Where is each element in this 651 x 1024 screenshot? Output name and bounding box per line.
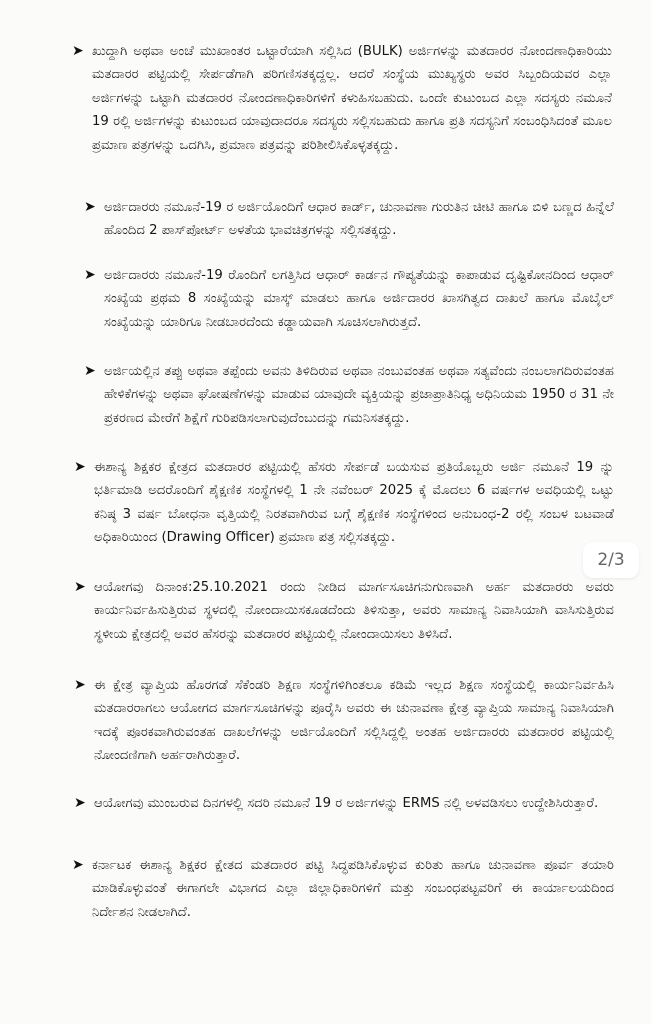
list-item bbox=[72, 854, 614, 924]
list-item bbox=[74, 792, 614, 815]
bullet-text: ಖುದ್ದಾಗಿ ಅಥವಾ ಅಂಚೆ ಮುಖಾಂತರ ಒಟ್ಟಾರೆಯಾಗಿ ಸಲ್ಲಿಸಿದ (BULK) ಅರ್ಜಿಗಳನ್ನು ಮತದಾರರ ನೋಂದಣಾಧಿಕಾರಿಯು ಮತದಾರರ ಪಟ್ಟಿಯಲ್ಲಿ ಸೇರ್ಪಡೆಗಾಗಿ ಪರಿಗಣಿಸತಕ್ಕದ್ದಲ್ಲ. ಆದರೆ ಸಂಸ್ಥೆಯ ಮುಖ್ಯಸ್ಥರು ಅವರ ಸಿಬ್ಬಂದಿಯವರ ಎಲ್ಲಾ ಅರ್ಜಿಗಳನ್ನು ಒಟ್ಟಾಗಿ ಮತದಾರರ ನೋಂದಣಾಧಿಕಾರಿಗಳಿಗೆ ಕಳುಹಿಸಬಹುದು. ಒಂದೇ ಕುಟುಂಬದ ಎಲ್ಲಾ ಸದಸ್ಯರು ನಮೂನೆ 19 ರಲ್ಲಿ ಅರ್ಜಿಗಳನ್ನು ಕುಟುಂಬದ ಯಾವುದಾದರೂ ಸದಸ್ಯರು ಸಲ್ಲಿಸಬಹುದು ಹಾಗೂ ಪ್ರತಿ ಸದಸ್ಯನಿಗೆ ಸಂಬಂಧಿಸಿದಂತೆ ಮೂಲ ಪ್ರಮಾಣ ಪತ್ರಗಳನ್ನು ಒದಗಿಸಿ, ಪ್ರಮಾಣ ಪತ್ರವನ್ನು ಪರಿಶೀಲಿಸಿಕೊಳ್ಳತಕ್ಕದ್ದು. bbox=[92, 44, 612, 153]
list-item bbox=[74, 576, 614, 646]
arrow-bullet-icon: ➤ bbox=[74, 677, 86, 693]
list-item bbox=[84, 264, 614, 334]
arrow-bullet-icon: ➤ bbox=[74, 459, 86, 475]
arrow-bullet-icon: ➤ bbox=[72, 43, 84, 59]
bullet-text: ಅರ್ಜಿಯಲ್ಲಿನ ತಪ್ಪು ಅಥವಾ ತಪ್ಪೆಂದು ಅವನು ತಿಳಿದಿರುವ ಅಥವಾ ನಂಬುವಂತಹ ಅಥವಾ ಸತ್ಯವೆಂದು ನಂಬಲಾಗದಿರುವಂತಹ ಹೇಳಿಕೆಗಳನ್ನು ಅಥವಾ ಘೋಷಣೆಗಳನ್ನು ಮಾಡುವ ಯಾವುದೇ ವ್ಯಕ್ತಿಯನ್ನು ಪ್ರಜಾಪ್ರಾತಿನಿಧ್ಯ ಅಧಿನಿಯಮ 1950 ರ 31 ನೇ ಪ್ರಕರಣದ ಮೇರೆಗೆ ಶಿಕ್ಷೆಗೆ ಗುರಿಪಡಿಸಲಾಗುವುದೆಂಬುದನ್ನು ಗಮನಿಸತಕ್ಕದ್ದು. bbox=[104, 364, 614, 426]
arrow-bullet-icon: ➤ bbox=[84, 267, 96, 283]
bullet-text: ಆಯೋಗವು ಮುಂಬರುವ ದಿನಗಳಲ್ಲಿ ಸದರಿ ನಮೂನೆ 19 ರ ಅರ್ಜಿಗಳನ್ನು ERMS ನಲ್ಲಿ ಅಳವಡಿಸಲು ಉದ್ದೇಶಿಸಿರುತ್ತಾರೆ. bbox=[94, 796, 599, 811]
bullet-text: ಆಯೋಗವು ದಿನಾಂಕ:25.10.2021 ರಂದು ನೀಡಿದ ಮಾರ್ಗಸೂಚಿಗನುಗುಣವಾಗಿ ಅರ್ಹ ಮತದಾರರು ಅವರು ಕಾರ್ಯನಿರ್ವಹಿಸುತ್ತಿರುವ ಸ್ಥಳದಲ್ಲಿ ನೋಂದಾಯಿಸಕೂಡದೆಂದು ತಿಳಿಸುತ್ತಾ, ಅವರು ಸಾಮಾನ್ಯ ನಿವಾಸಿಯಾಗಿ ವಾಸಿಸುತ್ತಿರುವ ಸ್ಥಳೀಯ ಕ್ಷೇತ್ರದಲ್ಲಿ ಅವರ ಹೆಸರನ್ನು ಮತದಾರರ ಪಟ್ಟಿಯಲ್ಲಿ ನೋಂದಾಯಿಸಲು ತಿಳಿಸಿದೆ. bbox=[94, 580, 614, 642]
bullet-text: ಅರ್ಜಿದಾರರು ನಮೂನೆ-19 ರೊಂದಿಗೆ ಲಗತ್ತಿಸಿದ ಆಧಾರ್ ಕಾರ್ಡನ ಗೌಪ್ಯತೆಯನ್ನು ಕಾಪಾಡುವ ದೃಷ್ಟಿಕೋನದಿಂದ ಆಧಾರ್ ಸಂಖ್ಯೆಯ ಪ್ರಥಮ 8 ಸಂಖ್ಯೆಯನ್ನು ಮಾಸ್ಕ್ ಮಾಡಲು ಹಾಗೂ ಅರ್ಜಿದಾರರ ಖಾಸಗಿತ್ವದ ದಾಖಲೆ ಹಾಗೂ ಮೊಬೈಲ್ ಸಂಖ್ಯೆಯನ್ನು ಯಾರಿಗೂ ನೀಡಬಾರದೆಂದು ಕಡ್ಡಾಯವಾಗಿ ಸೂಚಿಸಲಾಗಿರುತ್ತದೆ. bbox=[104, 268, 614, 330]
arrow-bullet-icon: ➤ bbox=[72, 857, 84, 873]
list-item bbox=[84, 196, 614, 243]
bullet-text: ಕರ್ನಾಟಕ ಈಶಾನ್ಯ ಶಿಕ್ಷಕರ ಕ್ಷೇತದ ಮತದಾರರ ಪಟ್ಟಿ ಸಿದ್ಧಪಡಿಸಿಕೊಳ್ಳುವ ಕುರಿತು ಹಾಗೂ ಚುನಾವಣಾ ಪೂರ್ವ ತಯಾರಿ ಮಾಡಿಕೊಳ್ಳುವಂತೆ ಈಗಾಗಲೇ ವಿಭಾಗದ ಎಲ್ಲಾ ಜಿಲ್ಲಾಧಿಕಾರಿಗಳಿಗೆ ಮತ್ತು ಸಂಬಂಧಪಟ್ಟವರಿಗೆ ಈ ಕಾರ್ಯಾಲಯದಿಂದ ನಿರ್ದೇಶನ ನೀಡಲಾಗಿದೆ. bbox=[92, 858, 614, 920]
page-indicator: 2/3 bbox=[583, 542, 639, 578]
arrow-bullet-icon: ➤ bbox=[74, 795, 86, 811]
list-item bbox=[72, 40, 612, 157]
bullet-text: ಅರ್ಜಿದಾರರು ನಮೂನೆ-19 ರ ಅರ್ಜಿಯೊಂದಿಗೆ ಆಧಾರ ಕಾರ್ಡ್, ಚುನಾವಣಾ ಗುರುತಿನ ಚೀಟಿ ಹಾಗೂ ಬಿಳಿ ಬಣ್ಣದ ಹಿನ್ನೆಲೆ ಹೊಂದಿದ 2 ಪಾಸ್‌ಪೋರ್ಟ್ ಅಳತೆಯ ಭಾವಚಿತ್ರಗಳನ್ನು ಸಲ್ಲಿಸತಕ್ಕದ್ದು. bbox=[104, 200, 614, 239]
bullet-text: ಈ ಕ್ಷೇತ್ರ ವ್ಯಾಪ್ತಿಯ ಹೊರಗಡೆ ಸೆಕೆಂಡರಿ ಶಿಕ್ಷಣ ಸಂಸ್ಥೆಗಳಿಗಿಂತಲೂ ಕಡಿಮೆ ಇಲ್ಲದ ಶಿಕ್ಷಣ ಸಂಸ್ಥೆಯಲ್ಲಿ ಕಾರ್ಯನಿರ್ವಹಿಸಿ ಮತದಾರರಾಗಲು ಆಯೋಗದ ಮಾರ್ಗಸೂಚಿಗಳನ್ನು ಪೂರೈಸಿ ಅವರು ಈ ಚುನಾವಣಾ ಕ್ಷೇತ್ರ ವ್ಯಾಪ್ತಿಯ ಸಾಮಾನ್ಯ ನಿವಾಸಿಯಾಗಿ ಇದಕ್ಕೆ ಪೂರಕವಾಗಿರುವಂತಹ ದಾಖಲೆಗಳನ್ನು ಅರ್ಜಿಯೊಂದಿಗೆ ಸಲ್ಲಿಸಿದ್ದಲ್ಲಿ ಅಂತಹ ಅರ್ಜಿದಾರರು ಮತದಾರರ ಪಟ್ಟಿಯಲ್ಲಿ ನೋಂದಣಿಗಾಗಿ ಅರ್ಹರಾಗಿರುತ್ತಾರೆ. bbox=[94, 678, 614, 764]
bullet-text: ಈಶಾನ್ಯ ಶಿಕ್ಷಕರ ಕ್ಷೇತ್ರದ ಮತದಾರರ ಪಟ್ಟಿಯಲ್ಲಿ ಹೆಸರು ಸೇರ್ಪಡೆ ಬಯಸುವ ಪ್ರತಿಯೊಬ್ಬರು ಅರ್ಜಿ ನಮೂನೆ 19 ನ್ನು ಭರ್ತಿಮಾಡಿ ಅದರೊಂದಿಗೆ ಶೈಕ್ಷಣಿಕ ಸಂಸ್ಥೆಗಳಲ್ಲಿ 1 ನೇ ನವೆಂಬರ್ 2025 ಕ್ಕೆ ಮೊದಲು 6 ವರ್ಷಗಳ ಅವಧಿಯಲ್ಲಿ ಒಟ್ಟು ಕನಿಷ್ಠ 3 ವರ್ಷ ಬೋಧನಾ ವೃತ್ತಿಯಲ್ಲಿ ನಿರತವಾಗಿರುವ ಬಗ್ಗೆ ಶೈಕ್ಷಣಿಕ ಸಂಸ್ಥೆಗಳಿಂದ ಅನುಬಂಧ-2 ರಲ್ಲಿ ಸಂಬಳ ಬಟವಾಡೆ ಅಧಿಕಾರಿಯಿಂದ (Drawing Officer) ಪ್ರಮಾಣ ಪತ್ರ ಸಲ್ಲಿಸತಕ್ಕದ್ದು. bbox=[94, 460, 614, 546]
list-item bbox=[84, 360, 614, 430]
arrow-bullet-icon: ➤ bbox=[84, 199, 96, 215]
arrow-bullet-icon: ➤ bbox=[84, 363, 96, 379]
arrow-bullet-icon: ➤ bbox=[74, 579, 86, 595]
list-item bbox=[74, 456, 614, 550]
list-item bbox=[74, 674, 614, 768]
